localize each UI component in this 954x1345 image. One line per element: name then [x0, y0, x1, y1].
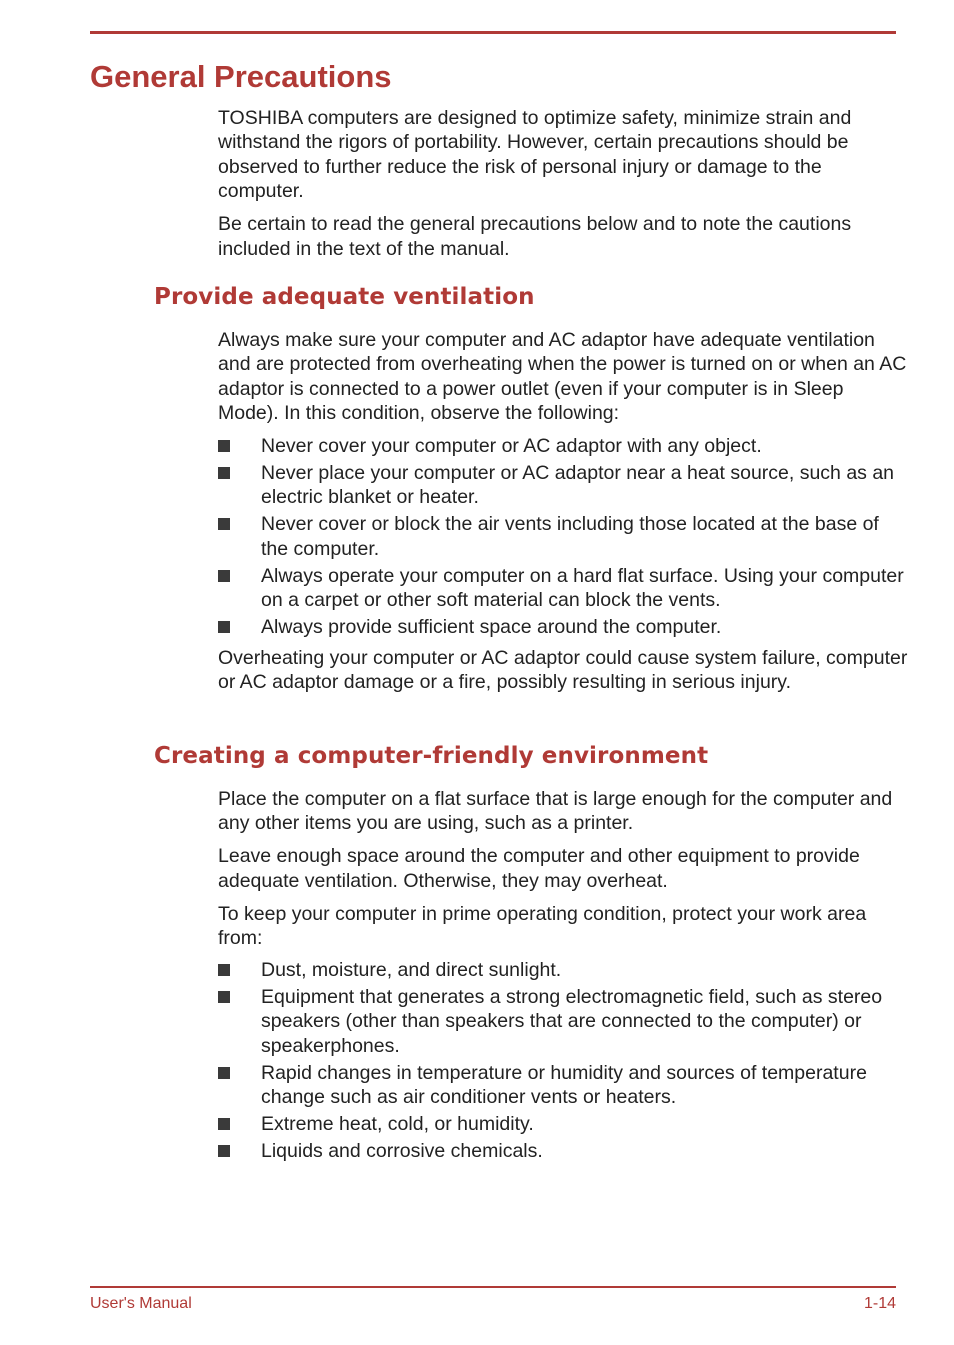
- list-item-text: Never cover or block the air vents including those located at the base of the computer.: [261, 513, 879, 560]
- ventilation-lead-paragraph: Always make sure your computer and AC adaptor have adequate ventilation and are protected from overheating when the power is turned on or when an AC adaptor is connected to a power outlet (even if your computer is in Sleep Mode). In this condition, observe the following:: [218, 329, 907, 425]
- list-item: [218, 615, 908, 639]
- environment-paragraph: Place the computer on a flat surface that is large enough for the computer and any other items you are using, such as a printer.: [218, 788, 893, 835]
- bullet-square-icon: [218, 991, 230, 1003]
- page-title: General Precautions: [90, 59, 392, 94]
- bullet-square-icon: [218, 1067, 230, 1079]
- list-item: [218, 1139, 908, 1163]
- bottom-rule: [90, 1286, 896, 1288]
- environment-paragraph: To keep your computer in prime operating condition, protect your work area from:: [218, 902, 867, 950]
- list-item: [218, 564, 908, 613]
- list-item-text: Equipment that generates a strong electromagnetic field, such as stereo speakers (other than speakers that are connected to the computer) or speakerphones.: [261, 986, 883, 1057]
- section-heading-environment: Creating a computer-friendly environment: [154, 743, 709, 769]
- bullet-square-icon: [218, 518, 230, 530]
- ventilation-closing: [218, 646, 908, 695]
- top-rule: [90, 31, 896, 34]
- list-item: [218, 434, 908, 458]
- footer-page-number: 1-14: [863, 1295, 896, 1312]
- environment-bullet-list: [218, 958, 908, 1166]
- bullet-square-icon: [218, 964, 230, 976]
- intro-text: [218, 106, 908, 261]
- list-item: [218, 1061, 908, 1110]
- environment-text: [218, 787, 908, 950]
- list-item-text: Dust, moisture, and direct sunlight.: [261, 959, 562, 981]
- bullet-square-icon: [218, 467, 230, 479]
- bullet-square-icon: [218, 570, 230, 582]
- list-item: [218, 985, 908, 1058]
- list-item-text: Always provide sufficient space around the computer.: [261, 616, 722, 639]
- footer-manual-label: User's Manual: [90, 1295, 192, 1312]
- ventilation-bullet-list: [218, 434, 908, 642]
- bullet-square-icon: [218, 621, 230, 633]
- list-item: [218, 958, 908, 982]
- environment-paragraph: Leave enough space around the computer and other equipment to provide adequate ventilation. Otherwise, they may overheat.: [218, 845, 860, 892]
- list-item-text: Extreme heat, cold, or humidity.: [261, 1113, 534, 1136]
- list-item: [218, 461, 908, 510]
- intro-paragraph: TOSHIBA computers are designed to optimize safety, minimize strain and withstand the rigors of portability. However, certain precautions should be observed to further reduce the risk of personal injury or damage to the computer.: [218, 107, 852, 203]
- list-item-text: Always operate your computer on a hard flat surface. Using your computer on a carpet or other soft material can block the vents.: [261, 564, 904, 612]
- ventilation-closing-paragraph: Overheating your computer or AC adaptor could cause system failure, computer or AC adaptor damage or a fire, possibly resulting in serious injury.: [218, 647, 908, 694]
- list-item-text: Never cover your computer or AC adaptor with any object.: [261, 435, 762, 457]
- bullet-square-icon: [218, 1145, 230, 1157]
- list-item: [218, 512, 908, 561]
- section-heading-ventilation: Provide adequate ventilation: [154, 284, 535, 310]
- list-item-text: Never place your computer or AC adaptor near a heat source, such as an electric blanket or heater.: [261, 462, 895, 509]
- bullet-square-icon: [218, 1118, 230, 1130]
- list-item-text: Rapid changes in temperature or humidity and sources of temperature change such as air conditioner vents or heaters.: [261, 1061, 867, 1109]
- list-item-text: Liquids and corrosive chemicals.: [261, 1140, 543, 1163]
- intro-paragraph: Be certain to read the general precautions below and to note the cautions included in the text of the manual.: [218, 213, 852, 260]
- list-item: [218, 1112, 908, 1136]
- ventilation-lead: [218, 328, 908, 426]
- bullet-square-icon: [218, 440, 230, 452]
